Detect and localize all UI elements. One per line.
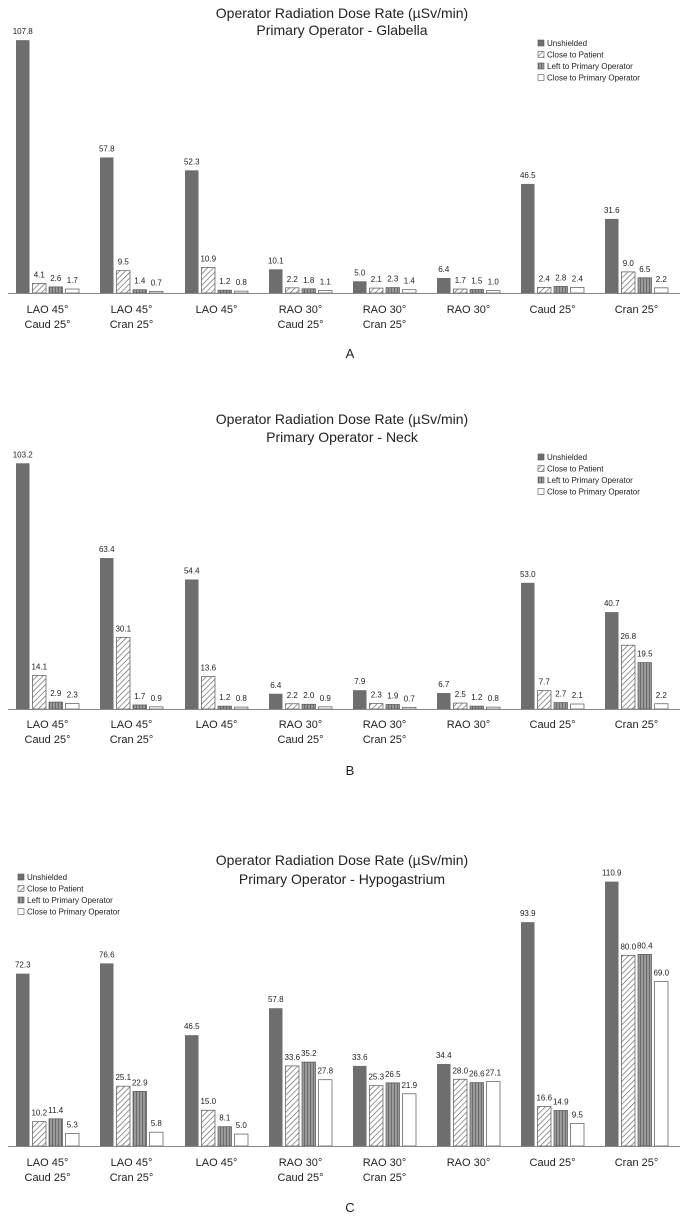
legend-swatch xyxy=(18,874,24,880)
bar xyxy=(571,1123,585,1146)
category-label: LAO 45° xyxy=(26,304,69,316)
bar xyxy=(117,637,131,709)
legend-label: Unshielded xyxy=(547,453,588,462)
bar xyxy=(538,1106,552,1146)
bar xyxy=(454,289,468,293)
data-label: 2.9 xyxy=(50,689,62,699)
bar xyxy=(49,702,63,709)
legend-label: Close to Primary Operator xyxy=(547,487,640,497)
data-label: 1.1 xyxy=(319,277,331,287)
bar xyxy=(66,289,80,293)
data-label: 2.6 xyxy=(50,273,62,283)
bar xyxy=(235,707,249,709)
bar xyxy=(235,1134,249,1146)
bar xyxy=(49,287,63,293)
data-label: 13.6 xyxy=(200,663,217,673)
data-label: 2.2 xyxy=(286,690,298,700)
bar xyxy=(521,583,535,709)
category-label: Cran 25° xyxy=(614,1157,659,1169)
data-label: 2.3 xyxy=(387,274,399,284)
data-label: 34.4 xyxy=(435,1050,452,1060)
category-label: Cran 25° xyxy=(362,734,407,746)
data-label: 27.1 xyxy=(485,1068,502,1078)
data-label: 40.7 xyxy=(603,599,620,609)
chart-title: Operator Radiation Dose Rate (µSv/min) xyxy=(215,5,469,21)
category-label: RAO 30° xyxy=(446,304,491,316)
category-label: Caud 25° xyxy=(277,1172,324,1184)
bar xyxy=(269,1008,283,1146)
data-label: 14.1 xyxy=(31,662,48,672)
legend-label: Unshielded xyxy=(547,39,588,48)
bar xyxy=(622,955,636,1146)
data-label: 103.2 xyxy=(12,450,33,460)
data-label: 26.6 xyxy=(468,1069,485,1079)
bar xyxy=(269,694,283,709)
data-label: 0.7 xyxy=(150,278,162,288)
category-label: Cran 25° xyxy=(614,719,659,731)
data-label: 0.9 xyxy=(319,693,331,703)
data-label: 46.5 xyxy=(183,1022,200,1032)
category-label: LAO 45° xyxy=(110,1157,153,1169)
legend-label: Unshielded xyxy=(27,873,68,882)
bar xyxy=(487,291,501,293)
data-label: 1.0 xyxy=(487,277,499,287)
data-label: 80.0 xyxy=(620,942,637,952)
legend-swatch xyxy=(538,52,544,58)
chart-subtitle: Primary Operator - Neck xyxy=(266,429,418,445)
category-label: LAO 45° xyxy=(195,1157,238,1169)
data-label: 6.4 xyxy=(270,680,282,690)
legend-label: Close to Patient xyxy=(547,464,604,474)
category-label: Cran 25° xyxy=(109,1172,154,1184)
bar xyxy=(386,1083,400,1146)
data-label: 1.5 xyxy=(471,276,483,286)
legend-label: Left to Primary Operator xyxy=(547,62,633,71)
data-label: 110.9 xyxy=(602,868,622,878)
data-label: 25.1 xyxy=(115,1073,132,1083)
bar xyxy=(370,1086,384,1146)
data-label: 14.9 xyxy=(552,1097,569,1107)
data-label: 10.1 xyxy=(267,256,284,266)
data-label: 7.9 xyxy=(354,677,366,687)
bar xyxy=(202,677,216,709)
bar xyxy=(319,707,333,709)
category-label: Cran 25° xyxy=(362,1172,407,1184)
category-label: RAO 30° xyxy=(278,1157,323,1169)
bar xyxy=(386,704,400,709)
data-label: 46.5 xyxy=(519,170,536,180)
data-label: 19.5 xyxy=(636,649,653,659)
bar xyxy=(150,291,164,293)
chart-panel-c xyxy=(8,852,680,1215)
bar xyxy=(16,463,30,709)
data-label: 2.2 xyxy=(655,274,667,284)
data-label: 2.3 xyxy=(370,690,382,700)
legend-swatch xyxy=(538,466,544,472)
chart-panel-a xyxy=(8,5,680,361)
category-label: Caud 25° xyxy=(277,319,324,331)
legend xyxy=(18,873,120,917)
bar xyxy=(319,290,333,293)
chart-title: Operator Radiation Dose Rate (µSv/min) xyxy=(215,852,469,868)
bar xyxy=(16,974,30,1146)
data-label: 2.2 xyxy=(655,690,667,700)
category-label: Cran 25° xyxy=(614,304,659,316)
bar xyxy=(269,269,283,293)
data-label: 0.7 xyxy=(403,694,415,704)
data-label: 9.5 xyxy=(117,257,129,267)
category-label: LAO 45° xyxy=(26,719,69,731)
category-label: RAO 30° xyxy=(362,719,407,731)
bar xyxy=(302,289,316,293)
bar xyxy=(638,954,652,1146)
bar xyxy=(150,707,164,709)
data-label: 6.7 xyxy=(438,680,450,690)
bar xyxy=(386,288,400,293)
legend-swatch xyxy=(538,454,544,460)
category-label: LAO 45° xyxy=(26,1157,69,1169)
data-label: 11.4 xyxy=(48,1105,64,1115)
bar xyxy=(185,170,199,293)
bar xyxy=(202,267,216,293)
legend-swatch xyxy=(538,477,544,483)
bar xyxy=(117,271,131,293)
data-label: 1.2 xyxy=(471,693,483,703)
legend-swatch xyxy=(538,63,544,69)
bar xyxy=(470,1083,484,1146)
data-label: 1.4 xyxy=(403,276,415,286)
category-label: RAO 30° xyxy=(446,719,491,731)
data-label: 2.2 xyxy=(286,274,298,284)
bar xyxy=(100,558,114,709)
bar xyxy=(605,882,619,1146)
bar xyxy=(66,704,80,709)
data-label: 2.1 xyxy=(571,691,583,700)
bar xyxy=(117,1086,131,1146)
legend-swatch xyxy=(538,40,544,46)
category-label: RAO 30° xyxy=(278,304,323,316)
bar xyxy=(622,645,636,709)
data-label: 2.3 xyxy=(66,690,78,700)
data-label: 6.4 xyxy=(438,264,450,274)
data-label: 1.9 xyxy=(387,691,399,701)
panel-label: C xyxy=(345,1200,355,1215)
bar xyxy=(521,184,535,293)
category-label: LAO 45° xyxy=(195,304,238,316)
bar xyxy=(454,1079,468,1146)
bar xyxy=(100,157,114,293)
data-label: 35.2 xyxy=(300,1049,317,1059)
bar xyxy=(521,922,535,1146)
category-label: Cran 25° xyxy=(109,734,154,746)
category-label: LAO 45° xyxy=(110,719,153,731)
bar xyxy=(353,1066,367,1146)
bar xyxy=(218,1127,232,1146)
data-label: 9.0 xyxy=(622,258,634,268)
data-label: 1.8 xyxy=(303,275,315,285)
data-label: 15.0 xyxy=(200,1097,217,1107)
data-label: 4.1 xyxy=(33,270,45,280)
data-label: 2.1 xyxy=(370,275,382,285)
category-label: RAO 30° xyxy=(446,1157,491,1169)
bar xyxy=(554,1110,568,1146)
category-label: RAO 30° xyxy=(362,1157,407,1169)
data-label: 2.0 xyxy=(303,691,315,701)
bar xyxy=(133,705,147,709)
category-label: Caud 25° xyxy=(529,1157,576,1169)
data-label: 5.3 xyxy=(66,1120,78,1130)
bar xyxy=(286,704,300,709)
category-label: LAO 45° xyxy=(195,719,238,731)
bar xyxy=(150,1132,164,1146)
data-label: 27.8 xyxy=(317,1066,334,1076)
data-label: 53.0 xyxy=(519,569,536,579)
bar xyxy=(487,707,501,709)
data-label: 33.6 xyxy=(284,1052,301,1062)
category-label: Caud 25° xyxy=(277,734,324,746)
panel-label: B xyxy=(345,763,355,778)
bar xyxy=(403,1094,417,1146)
bar xyxy=(437,693,451,709)
legend-label: Close to Primary Operator xyxy=(547,73,640,83)
bar xyxy=(66,1133,80,1146)
data-label: 0.8 xyxy=(487,694,499,704)
bar xyxy=(33,675,47,709)
data-label: 0.8 xyxy=(235,278,247,288)
data-label: 1.7 xyxy=(134,691,146,701)
chart-subtitle: Primary Operator - Glabella xyxy=(256,22,428,38)
legend xyxy=(538,453,640,497)
bar xyxy=(538,691,552,709)
legend-label: Close to Patient xyxy=(547,50,604,60)
legend-swatch xyxy=(538,489,544,495)
bar xyxy=(370,704,384,709)
bar xyxy=(622,272,636,293)
data-label: 33.6 xyxy=(351,1052,368,1062)
chart-subtitle: Primary Operator - Hypogastrium xyxy=(238,871,446,887)
category-label: Caud 25° xyxy=(24,1172,71,1184)
data-label: 57.8 xyxy=(98,144,115,154)
data-label: 10.9 xyxy=(200,254,217,264)
bar xyxy=(638,663,652,709)
category-label: RAO 30° xyxy=(362,304,407,316)
bar xyxy=(353,281,367,293)
bar xyxy=(487,1081,501,1146)
bar xyxy=(554,703,568,709)
chart-panel-b xyxy=(8,411,680,778)
bar xyxy=(454,703,468,709)
data-label: 10.2 xyxy=(31,1108,48,1118)
legend-swatch xyxy=(18,886,24,892)
bar xyxy=(571,704,585,709)
data-label: 31.6 xyxy=(603,205,620,215)
bar xyxy=(437,278,451,293)
bar xyxy=(302,1062,316,1146)
bar xyxy=(133,1091,147,1146)
data-label: 107.8 xyxy=(12,27,33,37)
bar xyxy=(403,707,417,709)
data-label: 1.2 xyxy=(219,693,231,703)
bar xyxy=(554,286,568,293)
data-label: 93.9 xyxy=(519,909,536,919)
data-label: 7.7 xyxy=(538,677,550,687)
bar xyxy=(235,291,249,293)
bar xyxy=(16,40,30,293)
legend-label: Close to Primary Operator xyxy=(27,907,120,917)
bar xyxy=(33,283,47,293)
bar xyxy=(470,289,484,293)
legend-label: Close to Patient xyxy=(27,884,84,894)
bar xyxy=(49,1119,63,1146)
data-label: 72.3 xyxy=(14,960,31,970)
data-label: 5.0 xyxy=(235,1121,247,1131)
data-label: 26.8 xyxy=(620,632,637,642)
bar xyxy=(185,1035,199,1146)
category-label: LAO 45° xyxy=(110,304,153,316)
data-label: 5.8 xyxy=(150,1119,162,1129)
data-label: 63.4 xyxy=(98,545,115,555)
bar xyxy=(655,704,669,709)
bar xyxy=(33,1122,47,1146)
legend-swatch xyxy=(18,909,24,915)
data-label: 52.3 xyxy=(183,157,200,167)
bar xyxy=(605,219,619,293)
data-label: 0.8 xyxy=(235,694,247,704)
bar xyxy=(353,690,367,709)
legend-swatch xyxy=(18,897,24,903)
bar xyxy=(605,612,619,709)
chart-title: Operator Radiation Dose Rate (µSv/min) xyxy=(215,411,469,427)
bar xyxy=(133,290,147,293)
bar xyxy=(403,290,417,293)
category-label: Cran 25° xyxy=(109,319,154,331)
data-label: 80.4 xyxy=(636,941,653,951)
data-label: 30.1 xyxy=(115,624,132,634)
category-label: Cran 25° xyxy=(362,319,407,331)
data-label: 1.2 xyxy=(219,277,231,287)
data-label: 2.7 xyxy=(555,689,567,699)
data-label: 0.9 xyxy=(150,693,162,703)
panel-label: A xyxy=(345,346,355,361)
bar xyxy=(185,579,199,709)
data-label: 1.7 xyxy=(66,276,78,286)
bar xyxy=(100,963,114,1146)
data-label: 1.4 xyxy=(134,276,146,286)
category-label: RAO 30° xyxy=(278,719,323,731)
data-label: 5.0 xyxy=(354,268,366,278)
data-label: 2.4 xyxy=(571,274,583,284)
bar xyxy=(370,288,384,293)
data-label: 21.9 xyxy=(401,1080,418,1090)
bar xyxy=(655,982,669,1146)
category-label: Caud 25° xyxy=(529,719,576,731)
bar xyxy=(218,290,232,293)
bar xyxy=(202,1110,216,1146)
bar xyxy=(286,288,300,293)
data-label: 28.0 xyxy=(452,1066,469,1076)
category-label: Caud 25° xyxy=(24,319,71,331)
data-label: 2.4 xyxy=(538,274,550,284)
legend-label: Left to Primary Operator xyxy=(547,476,633,485)
data-label: 8.1 xyxy=(219,1113,231,1123)
legend xyxy=(538,39,640,83)
data-label: 2.8 xyxy=(555,273,567,283)
bar xyxy=(538,287,552,293)
data-label: 16.6 xyxy=(536,1093,553,1103)
legend-swatch xyxy=(538,75,544,81)
data-label: 6.5 xyxy=(639,264,651,274)
data-label: 57.8 xyxy=(267,995,284,1005)
bar xyxy=(470,706,484,709)
legend-label: Left to Primary Operator xyxy=(27,896,113,905)
data-label: 25.3 xyxy=(368,1072,385,1082)
data-label: 22.9 xyxy=(131,1078,148,1088)
data-label: 54.4 xyxy=(183,566,200,576)
bar xyxy=(655,288,669,293)
data-label: 1.7 xyxy=(454,276,466,286)
category-label: Caud 25° xyxy=(24,734,71,746)
data-label: 76.6 xyxy=(98,950,115,960)
bar xyxy=(286,1066,300,1146)
data-label: 2.5 xyxy=(454,690,466,700)
bar xyxy=(437,1064,451,1146)
bar xyxy=(319,1080,333,1146)
category-label: Caud 25° xyxy=(529,304,576,316)
bar xyxy=(302,704,316,709)
data-label: 26.5 xyxy=(384,1069,401,1079)
bar xyxy=(571,287,585,293)
data-label: 69.0 xyxy=(653,968,670,978)
bar xyxy=(638,278,652,293)
data-label: 9.5 xyxy=(571,1110,583,1120)
bar xyxy=(218,706,232,709)
